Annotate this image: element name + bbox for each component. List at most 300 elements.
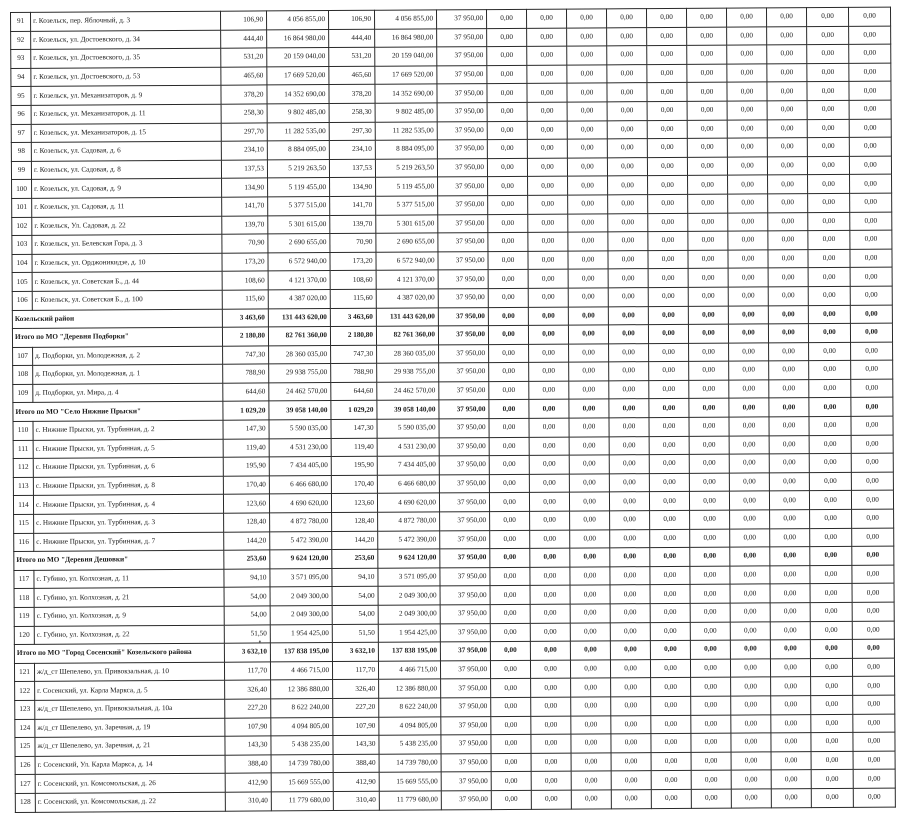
area-cell: 70,90: [330, 233, 376, 252]
zero-cell: 0,00: [488, 288, 528, 307]
area-cell: 195,90: [331, 457, 377, 476]
row-number: 91: [11, 12, 31, 31]
cost-cell: 17 669 520,00: [375, 66, 437, 85]
area-cell: 297,30: [329, 122, 375, 141]
area-cell: 326,40: [333, 680, 379, 699]
rate-cell: 37 950,00: [440, 642, 490, 661]
zero-cell: 0,00: [771, 789, 811, 808]
zero-cell: 0,00: [611, 771, 651, 790]
area-cell: 258,30: [329, 103, 375, 122]
zero-cell: 0,00: [648, 250, 688, 269]
zero-cell: 0,00: [809, 491, 851, 510]
zero-cell: 0,00: [688, 231, 728, 250]
zero-cell: 0,00: [808, 230, 850, 249]
zero-cell: 0,00: [489, 418, 529, 437]
zero-cell: 0,00: [807, 138, 849, 157]
zero-cell: 0,00: [527, 65, 567, 84]
scan-speck: [259, 640, 261, 642]
zero-cell: 0,00: [487, 158, 527, 177]
row-number: 125: [15, 738, 35, 757]
zero-cell: 0,00: [768, 324, 808, 343]
zero-cell: 0,00: [529, 493, 569, 512]
cost-cell: 3 571 095,00: [378, 568, 440, 587]
cost-cell: 2 049 300,00: [270, 587, 332, 606]
zero-cell: 0,00: [609, 455, 649, 474]
area-cell: 644,60: [331, 382, 377, 401]
zero-cell: 0,00: [849, 81, 891, 100]
zero-cell: 0,00: [489, 493, 529, 512]
row-number: 108: [13, 366, 33, 385]
rate-cell: 37 950,00: [438, 307, 488, 326]
zero-cell: 0,00: [690, 659, 730, 678]
cost-cell: 5 472 390,00: [270, 531, 332, 550]
rate-cell: 37 950,00: [438, 177, 488, 196]
zero-cell: 0,00: [491, 734, 531, 753]
row-number: 126: [15, 756, 35, 775]
subtotal-label: Итого по МО "Деревня Подборки": [12, 327, 222, 347]
zero-cell: 0,00: [849, 26, 891, 45]
zero-cell: 0,00: [769, 454, 809, 473]
zero-cell: 0,00: [609, 418, 649, 437]
housing-cost-table: [10, 7, 896, 813]
zero-cell: 0,00: [729, 361, 769, 380]
zero-cell: 0,00: [769, 361, 809, 380]
cost-cell: 4 121 370,00: [268, 271, 330, 290]
area-cell: 115,60: [222, 290, 268, 309]
address-cell: с. Нижние Прыски, ул. Турбинная, д. 2: [33, 420, 223, 440]
zero-cell: 0,00: [810, 547, 852, 566]
zero-cell: 0,00: [608, 232, 648, 251]
area-cell: 51,50: [224, 625, 270, 644]
cost-cell: 5 377 515,00: [376, 196, 438, 215]
zero-cell: 0,00: [770, 565, 810, 584]
zero-cell: 0,00: [691, 733, 731, 752]
area-cell: 2 180,80: [330, 326, 376, 345]
cost-cell: 11 282 535,00: [375, 121, 437, 140]
area-cell: 531,20: [221, 48, 267, 67]
zero-cell: 0,00: [689, 361, 729, 380]
zero-cell: 0,00: [608, 250, 648, 269]
zero-cell: 0,00: [810, 584, 852, 603]
zero-cell: 0,00: [807, 45, 849, 64]
rate-cell: 37 950,00: [438, 288, 488, 307]
zero-cell: 0,00: [689, 492, 729, 511]
zero-cell: 0,00: [567, 65, 607, 84]
area-cell: 70,90: [222, 234, 268, 253]
row-number: 93: [11, 50, 31, 69]
row-number: 95: [11, 87, 31, 106]
zero-cell: 0,00: [811, 788, 853, 807]
zero-cell: 0,00: [690, 603, 730, 622]
area-cell: 108,60: [222, 271, 268, 290]
zero-cell: 0,00: [810, 565, 852, 584]
zero-cell: 0,00: [852, 658, 894, 677]
zero-cell: 0,00: [610, 641, 650, 660]
zero-cell: 0,00: [571, 734, 611, 753]
subtotal-label: Итого по МО "Город Сосенский" Козельского района: [14, 643, 224, 663]
zero-cell: 0,00: [487, 84, 527, 103]
cost-cell: 8 884 095,00: [267, 141, 329, 160]
cost-cell: 15 669 555,00: [271, 773, 333, 792]
area-cell: 128,40: [224, 513, 270, 532]
zero-cell: 0,00: [853, 676, 895, 695]
zero-cell: 0,00: [688, 250, 728, 269]
zero-cell: 0,00: [527, 102, 567, 121]
area-cell: 444,40: [221, 30, 267, 49]
area-cell: 378,20: [329, 85, 375, 104]
zero-cell: 0,00: [850, 267, 892, 286]
cost-cell: 5 438 235,00: [379, 735, 441, 754]
area-cell: 139,70: [330, 215, 376, 234]
zero-cell: 0,00: [852, 584, 894, 603]
area-cell: 141,70: [222, 197, 268, 216]
zero-cell: 0,00: [852, 565, 894, 584]
zero-cell: 0,00: [731, 752, 771, 771]
area-cell: 54,00: [332, 605, 378, 624]
row-number: 120: [14, 626, 34, 645]
area-cell: 119,40: [331, 438, 377, 457]
cost-cell: 4 690 620,00: [377, 493, 439, 512]
zero-cell: 0,00: [488, 307, 528, 326]
zero-cell: 0,00: [611, 734, 651, 753]
zero-cell: 0,00: [688, 324, 728, 343]
cost-cell: 4 094 805,00: [379, 716, 441, 735]
zero-cell: 0,00: [730, 621, 770, 640]
cost-cell: 2 049 300,00: [378, 586, 440, 605]
row-number: 98: [11, 143, 31, 162]
zero-cell: 0,00: [610, 604, 650, 623]
row-number: 128: [15, 793, 35, 812]
zero-cell: 0,00: [491, 772, 531, 791]
zero-cell: 0,00: [687, 138, 727, 157]
zero-cell: 0,00: [850, 174, 892, 193]
zero-cell: 0,00: [850, 193, 892, 212]
zero-cell: 0,00: [490, 604, 530, 623]
zero-cell: 0,00: [651, 734, 691, 753]
area-cell: 115,60: [330, 289, 376, 308]
zero-cell: 0,00: [848, 7, 890, 26]
zero-cell: 0,00: [567, 102, 607, 121]
zero-cell: 0,00: [687, 157, 727, 176]
address-cell: г. Козельск, Ул. Садовая, д. 22: [32, 216, 222, 236]
area-cell: 3 632,10: [224, 643, 270, 662]
zero-cell: 0,00: [809, 379, 851, 398]
zero-cell: 0,00: [687, 64, 727, 83]
address-cell: д. Подборки, ул. Молодежная, д. 1: [33, 364, 223, 384]
zero-cell: 0,00: [689, 473, 729, 492]
zero-cell: 0,00: [650, 585, 690, 604]
zero-cell: 0,00: [809, 435, 851, 454]
row-number: 127: [15, 775, 35, 794]
zero-cell: 0,00: [489, 344, 529, 363]
zero-cell: 0,00: [731, 770, 771, 789]
zero-cell: 0,00: [651, 696, 691, 715]
rate-cell: 37 950,00: [440, 549, 490, 568]
zero-cell: 0,00: [767, 138, 807, 157]
area-cell: 107,90: [225, 717, 271, 736]
zero-cell: 0,00: [807, 26, 849, 45]
address-cell: с. Губино, ул. Колхозная, д. 9: [34, 606, 224, 626]
zero-cell: 0,00: [766, 8, 806, 27]
address-cell: г. Козельск, ул. Достоевского, д. 35: [31, 48, 221, 68]
zero-cell: 0,00: [648, 194, 688, 213]
zero-cell: 0,00: [727, 45, 767, 64]
zero-cell: 0,00: [570, 511, 610, 530]
zero-cell: 0,00: [569, 474, 609, 493]
zero-cell: 0,00: [647, 157, 687, 176]
zero-cell: 0,00: [491, 790, 531, 809]
zero-cell: 0,00: [769, 491, 809, 510]
cost-cell: 9 802 485,00: [267, 104, 329, 123]
area-cell: 139,70: [222, 215, 268, 234]
address-cell: с. Губино, ул. Колхозная, д. 11: [34, 569, 224, 589]
zero-cell: 0,00: [771, 696, 811, 715]
zero-cell: 0,00: [527, 28, 567, 47]
area-cell: 144,20: [332, 531, 378, 550]
zero-cell: 0,00: [727, 119, 767, 138]
address-cell: с. Губино, ул. Колхозная, д. 21: [34, 588, 224, 608]
zero-cell: 0,00: [770, 547, 810, 566]
zero-cell: 0,00: [490, 567, 530, 586]
zero-cell: 0,00: [609, 343, 649, 362]
area-cell: 227,20: [225, 699, 271, 718]
zero-cell: 0,00: [687, 27, 727, 46]
zero-cell: 0,00: [729, 454, 769, 473]
cost-cell: 137 838 195,00: [270, 643, 332, 662]
rate-cell: 37 950,00: [438, 326, 488, 345]
zero-cell: 0,00: [570, 660, 610, 679]
zero-cell: 0,00: [489, 456, 529, 475]
zero-cell: 0,00: [768, 231, 808, 250]
zero-cell: 0,00: [609, 436, 649, 455]
zero-cell: 0,00: [767, 156, 807, 175]
zero-cell: 0,00: [852, 621, 894, 640]
zero-cell: 0,00: [849, 137, 891, 156]
zero-cell: 0,00: [809, 342, 851, 361]
zero-cell: 0,00: [809, 361, 851, 380]
zero-cell: 0,00: [607, 102, 647, 121]
area-cell: 3 463,60: [330, 308, 376, 327]
zero-cell: 0,00: [809, 416, 851, 435]
zero-cell: 0,00: [808, 175, 850, 194]
area-cell: 644,60: [223, 383, 269, 402]
cost-cell: 6 572 940,00: [376, 252, 438, 271]
address-cell: с. Губино, ул. Колхозная, д. 22: [34, 625, 224, 645]
zero-cell: 0,00: [647, 46, 687, 65]
area-cell: 747,30: [223, 346, 269, 365]
area-cell: 3 463,60: [222, 308, 268, 327]
zero-cell: 0,00: [569, 381, 609, 400]
cost-cell: 16 864 980,00: [375, 28, 437, 47]
zero-cell: 0,00: [569, 399, 609, 418]
zero-cell: 0,00: [607, 120, 647, 139]
rate-cell: 37 950,00: [438, 214, 488, 233]
cost-cell: 131 443 620,00: [268, 308, 330, 327]
zero-cell: 0,00: [487, 47, 527, 66]
rate-cell: 37 950,00: [441, 753, 491, 772]
zero-cell: 0,00: [807, 82, 849, 101]
zero-cell: 0,00: [852, 528, 894, 547]
zero-cell: 0,00: [571, 790, 611, 809]
zero-cell: 0,00: [527, 139, 567, 158]
cost-cell: 9 624 120,00: [270, 550, 332, 569]
zero-cell: 0,00: [689, 399, 729, 418]
zero-cell: 0,00: [767, 119, 807, 138]
cost-cell: 7 434 405,00: [269, 457, 331, 476]
row-number: 109: [13, 384, 33, 403]
zero-cell: 0,00: [568, 269, 608, 288]
zero-cell: 0,00: [810, 640, 852, 659]
zero-cell: 0,00: [567, 158, 607, 177]
zero-cell: 0,00: [531, 697, 571, 716]
zero-cell: 0,00: [810, 602, 852, 621]
rate-cell: 37 950,00: [437, 103, 487, 122]
zero-cell: 0,00: [853, 732, 895, 751]
rate-cell: 37 950,00: [440, 586, 490, 605]
zero-cell: 0,00: [607, 83, 647, 102]
zero-cell: 0,00: [490, 530, 530, 549]
zero-cell: 0,00: [528, 214, 568, 233]
address-cell: г. Сосенский, ул. Комсомольская, д. 22: [35, 792, 225, 812]
rate-cell: 37 950,00: [439, 344, 489, 363]
row-number: 107: [13, 347, 33, 366]
zero-cell: 0,00: [529, 362, 569, 381]
zero-cell: 0,00: [691, 752, 731, 771]
area-cell: 170,40: [331, 475, 377, 494]
address-cell: ж/д_ст Шепелево, ул. Привокзальная, д. 10а: [35, 699, 225, 719]
area-cell: 227,20: [333, 698, 379, 717]
zero-cell: 0,00: [807, 156, 849, 175]
cost-cell: 9 624 120,00: [378, 549, 440, 568]
zero-cell: 0,00: [491, 753, 531, 772]
zero-cell: 0,00: [647, 101, 687, 120]
address-cell: г. Козельск, пер. Яблочный, д. 3: [31, 11, 221, 31]
zero-cell: 0,00: [527, 121, 567, 140]
zero-cell: 0,00: [727, 26, 767, 45]
area-cell: 465,60: [221, 67, 267, 86]
zero-cell: 0,00: [851, 379, 893, 398]
zero-cell: 0,00: [568, 288, 608, 307]
zero-cell: 0,00: [729, 380, 769, 399]
address-cell: г. Козельск, ул. Механизаторов, д. 9: [31, 86, 221, 106]
zero-cell: 0,00: [611, 697, 651, 716]
zero-cell: 0,00: [488, 177, 528, 196]
row-number: 105: [12, 273, 32, 292]
row-number: 119: [14, 607, 34, 626]
zero-cell: 0,00: [531, 753, 571, 772]
zero-cell: 0,00: [729, 436, 769, 455]
cost-cell: 11 779 680,00: [271, 791, 333, 810]
zero-cell: 0,00: [486, 9, 526, 28]
zero-cell: 0,00: [610, 566, 650, 585]
zero-cell: 0,00: [611, 790, 651, 809]
zero-cell: 0,00: [771, 751, 811, 770]
address-cell: с. Нижние Прыски, ул. Турбинная, д. 3: [34, 513, 224, 533]
zero-cell: 0,00: [571, 715, 611, 734]
zero-cell: 0,00: [853, 769, 895, 788]
zero-cell: 0,00: [768, 194, 808, 213]
zero-cell: 0,00: [529, 400, 569, 419]
cost-cell: 4 531 230,00: [377, 438, 439, 457]
zero-cell: 0,00: [730, 510, 770, 529]
zero-cell: 0,00: [850, 230, 892, 249]
rate-cell: 37 950,00: [439, 437, 489, 456]
zero-cell: 0,00: [489, 381, 529, 400]
zero-cell: 0,00: [530, 660, 570, 679]
zero-cell: 0,00: [609, 399, 649, 418]
zero-cell: 0,00: [767, 26, 807, 45]
zero-cell: 0,00: [649, 362, 689, 381]
zero-cell: 0,00: [691, 696, 731, 715]
zero-cell: 0,00: [528, 195, 568, 214]
rate-cell: 37 950,00: [441, 791, 491, 810]
area-cell: 388,40: [333, 754, 379, 773]
zero-cell: 0,00: [852, 639, 894, 658]
rate-cell: 37 950,00: [437, 84, 487, 103]
zero-cell: 0,00: [648, 176, 688, 195]
zero-cell: 0,00: [568, 251, 608, 270]
area-cell: 94,10: [332, 568, 378, 587]
zero-cell: 0,00: [849, 119, 891, 138]
zero-cell: 0,00: [488, 325, 528, 344]
zero-cell: 0,00: [808, 286, 850, 305]
zero-cell: 0,00: [730, 640, 770, 659]
cost-cell: 7 434 405,00: [377, 456, 439, 475]
area-cell: 2 180,80: [222, 327, 268, 346]
zero-cell: 0,00: [487, 65, 527, 84]
area-cell: 51,50: [332, 624, 378, 643]
zero-cell: 0,00: [567, 46, 607, 65]
zero-cell: 0,00: [687, 101, 727, 120]
address-cell: г. Козельск, ул. Достоевского, д. 53: [31, 67, 221, 87]
zero-cell: 0,00: [568, 306, 608, 325]
cost-cell: 11 282 535,00: [267, 122, 329, 141]
zero-cell: 0,00: [853, 751, 895, 770]
row-number: 96: [11, 105, 31, 124]
zero-cell: 0,00: [490, 549, 530, 568]
zero-cell: 0,00: [809, 398, 851, 417]
zero-cell: 0,00: [571, 697, 611, 716]
area-cell: 94,10: [224, 569, 270, 588]
zero-cell: 0,00: [689, 436, 729, 455]
zero-cell: 0,00: [570, 604, 610, 623]
zero-cell: 0,00: [650, 641, 690, 660]
zero-cell: 0,00: [811, 677, 853, 696]
zero-cell: 0,00: [807, 119, 849, 138]
zero-cell: 0,00: [728, 231, 768, 250]
area-cell: 141,70: [330, 196, 376, 215]
zero-cell: 0,00: [849, 44, 891, 63]
cost-cell: 4 387 020,00: [376, 289, 438, 308]
cost-cell: 5 438 235,00: [271, 736, 333, 755]
rate-cell: 37 950,00: [441, 679, 491, 698]
cost-cell: 14 352 690,00: [375, 84, 437, 103]
zero-cell: 0,00: [530, 604, 570, 623]
zero-cell: 0,00: [489, 474, 529, 493]
zero-cell: 0,00: [807, 100, 849, 119]
area-cell: 137,53: [329, 159, 375, 178]
area-cell: 310,40: [225, 792, 271, 811]
zero-cell: 0,00: [768, 287, 808, 306]
area-cell: 144,20: [224, 532, 270, 551]
area-cell: 170,40: [223, 476, 269, 495]
cost-cell: 1 954 425,00: [378, 623, 440, 642]
zero-cell: 0,00: [648, 306, 688, 325]
subtotal-label: Козельский район: [12, 309, 222, 329]
area-cell: 54,00: [332, 587, 378, 606]
zero-cell: 0,00: [809, 454, 851, 473]
row-number: 102: [12, 217, 32, 236]
